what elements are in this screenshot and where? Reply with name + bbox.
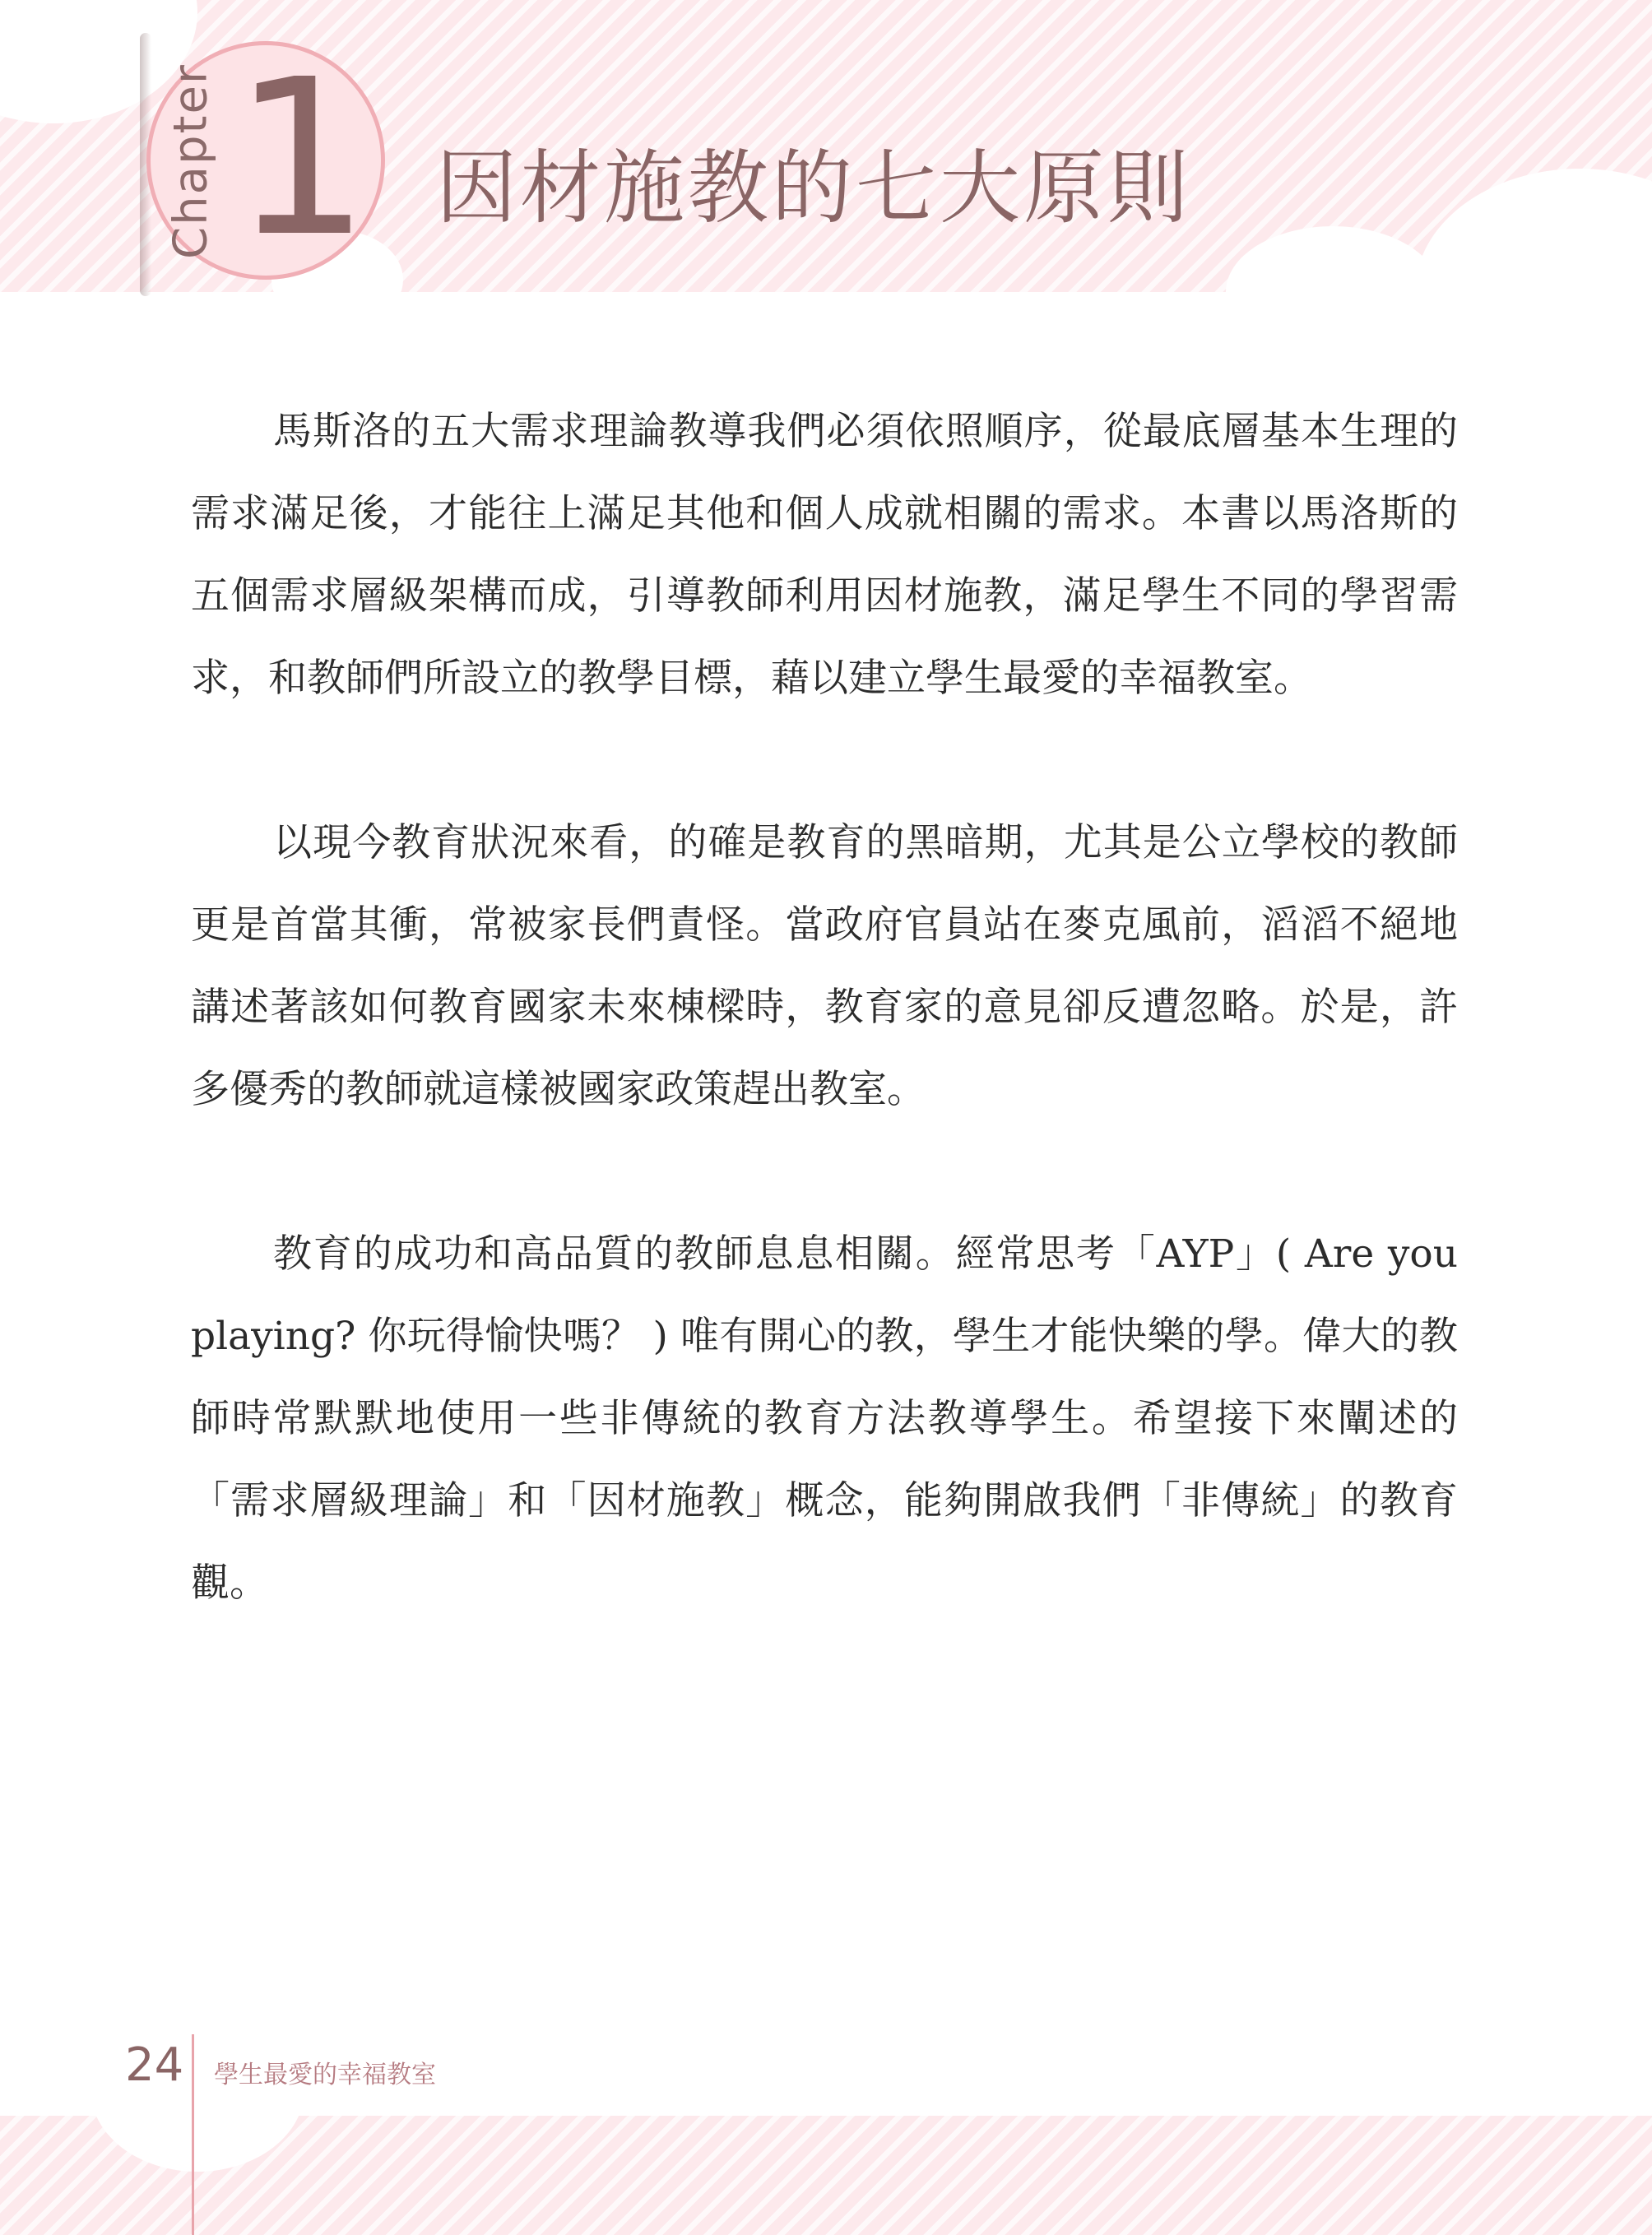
body-text [191, 391, 1458, 1707]
book-title: 學生最愛的幸福教室 [214, 2061, 436, 2089]
chapter-title: 因材施教的七大原則 [436, 141, 1192, 235]
paragraph-1: 馬斯洛的五大需求理論教導我們必須依照順序，從最底層基本生理的需求滿足後，才能往上滿足其他和個人成就相關的需求。本書以馬洛斯的五個需求層級架構而成，引導教師利用因材施教，滿足學生不同的學習需求，和教師們所設立的教學目標，藉以建立學生最愛的幸福教室。 [191, 409, 1458, 701]
page-number: 24 [125, 2038, 184, 2092]
paragraph-2: 以現今教育狀況來看，的確是教育的黑暗期，尤其是公立學校的教師更是首當其衝，常被家長們責怪。當政府官員站在麥克風前，滔滔不絕地講述著該如何教育國家未來棟樑時，教育家的意見卻反遭忽略。於是，許多優秀的教師就這樣被國家政策趕出教室。 [191, 820, 1458, 1112]
chapter-label: Chapter [164, 63, 218, 259]
paragraph-3: 教育的成功和高品質的教師息息相關。經常思考「AYP」( Are you playing? 你玩得愉快嗎？ ) 唯有開心的教，學生才能快樂的學。偉大的教師時常默默地使用一些非傳統的教育方法教導學生。希望接下來闡述的「需求層級理論」和「因材施教」概念，能夠開啟我們「非傳統」的教育觀。 [191, 1231, 1458, 1606]
chapter-number: 1 [233, 33, 370, 284]
footer-divider [192, 2034, 194, 2235]
header-cloud-right-small [1226, 226, 1440, 358]
